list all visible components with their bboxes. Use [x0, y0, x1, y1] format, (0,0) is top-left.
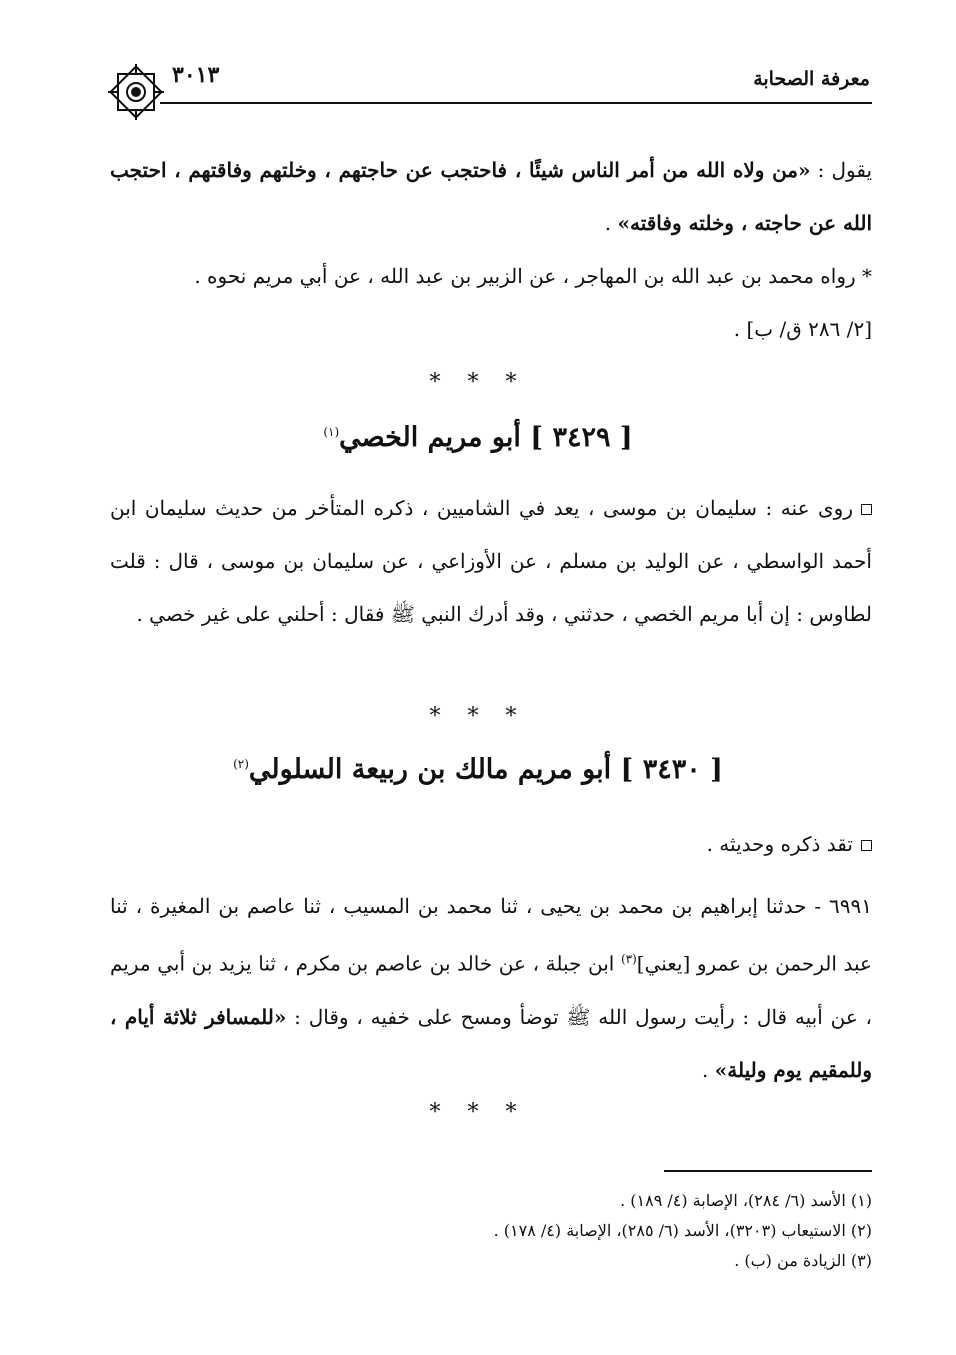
entry-body-text: روى عنه : سليمان بن موسى ، يعد في الشاميين ، ذكره المتأخر من حديث سليمان ابن أحمد الواسطي ، عن الوليد بن مسلم ، عن الأوزاعي ، عن سليمان بن موسى ، قال : قلت لطاوس : إن أبا مريم الخصي ، حدثني ، وقد أدرك النبي ﷺ فقال : أحلني على غير خصي . [110, 496, 872, 626]
entry-heading-text: [ ٣٤٢٩ ] أبو مريم الخصي [339, 422, 633, 453]
hadith-text-1: ٦٩٩١ - حدثنا إبراهيم بن محمد بن يحيى ، ثنا محمد بن المسيب ، ثنا عاصم بن المغيرة ، ثنا عبد الرحمن بن عمرو [يعني] [110, 894, 872, 976]
riwaya-text: * رواه محمد بن عبد الله بن المهاجر ، عن الزبير بن عبد الله ، عن أبي مريم نحوه . [194, 264, 872, 288]
page-number: ٣٠١٣ [172, 62, 220, 88]
entry-heading-3430 [0, 754, 956, 785]
header-rule [160, 102, 872, 104]
entry-body-3429 [110, 482, 872, 641]
footnote-1: (١) الأسد (٦/ ٢٨٤)، الإصابة (٤/ ١٨٩) . [620, 1191, 872, 1210]
hadith-quote: «للمسافر ثلاثة أيام ، وللمقيم يوم وليلة» [110, 1004, 872, 1082]
entry-body-3430 [110, 818, 872, 871]
footnote-3: (٣) الزيادة من (ب) . [734, 1251, 872, 1270]
intro-prefix: يقول : [810, 158, 873, 182]
hadith-6991 [110, 880, 872, 1097]
separator-stars-2: * * * [429, 704, 527, 729]
intro-end: . [604, 211, 618, 235]
intro-quote: «من ولاه الله من أمر الناس شيئًا ، فاحتجب عن حاجتهم ، وخلتهم وفاقتهم ، احتجب الله عن حاجته ، وخلته وفاقته» [110, 158, 872, 235]
footnote-2: (٢) الاستيعاب (٣٢٠٣)، الأسد (٦/ ٢٨٥)، الإصابة (٤/ ١٧٨) . [493, 1221, 872, 1240]
footnote-mark: (٢) [233, 757, 249, 771]
hadith-end: . [702, 1057, 715, 1082]
footnote-rule [664, 1170, 872, 1172]
entry-heading-3429 [0, 422, 956, 453]
riwaya-paragraph [110, 250, 872, 356]
entry-body-text: تقد ذكره وحديثه . [706, 832, 853, 856]
intro-paragraph [110, 144, 872, 250]
footnote-mark: (١) [323, 425, 340, 439]
square-bullet-icon [861, 840, 872, 851]
separator-stars-3: * * * [429, 1100, 527, 1125]
entry-heading-text: [ ٣٤٣٠ ] أبو مريم مالك بن ربيعة السلولي [248, 754, 723, 785]
footnote-mark: (٣) [620, 952, 637, 966]
square-bullet-icon [861, 504, 872, 515]
separator-stars-1: * * * [429, 370, 527, 395]
octagram-ornament-icon [104, 60, 168, 124]
riwaya-ref: [٢/ ٢٨٦ ق/ ب] . [733, 317, 872, 341]
footnotes [110, 1186, 872, 1276]
running-title: معرفة الصحابة [753, 68, 870, 90]
hadith-text-2: ابن جبلة ، عن خالد بن عاصم بن مكرم ، ثنا يزيد بن أبي مريم ، عن أبيه قال : رأيت رسول الله ﷺ توضأ ومسح على خفيه ، وقال : [110, 951, 873, 1029]
